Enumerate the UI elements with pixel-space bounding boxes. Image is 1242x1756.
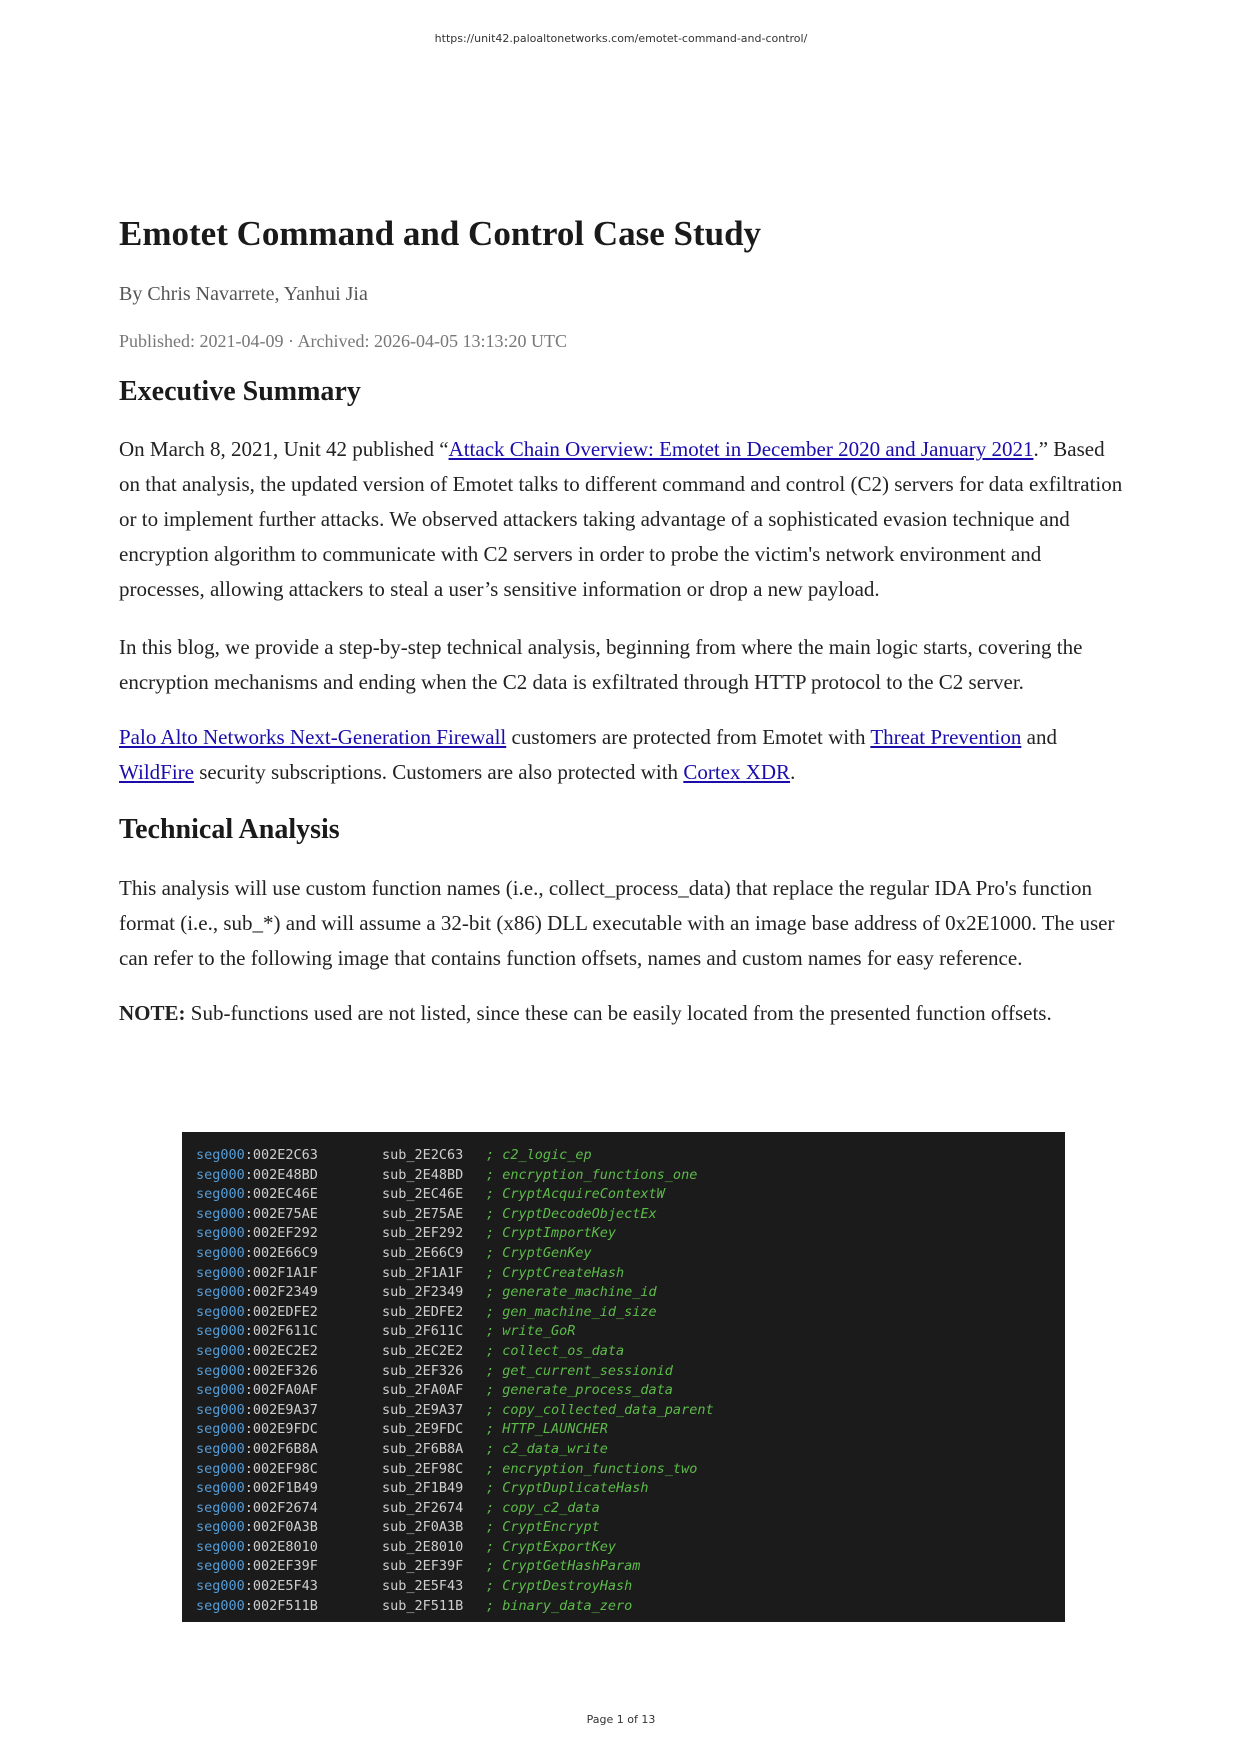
code-comment: ; get_current_sessionid: [486, 1362, 673, 1379]
code-comment: ; generate_process_data: [486, 1382, 673, 1399]
code-function-name: sub_2E8010: [382, 1538, 464, 1555]
code-segment: seg000: [196, 1342, 245, 1359]
paragraph-text: .: [790, 760, 796, 784]
paragraph-text: .” Based on that analysis, the updated version of Emotet talks to different command and control (C2) servers for data exfiltration or to implement further attacks. We observed attackers taking advantage of a sophisticated evasion technique and encryption algorithm to communicate with C2 servers in order to probe the victim's network environment and processes, allowing attackers to steal a user’s sensitive information or drop a new payload.: [119, 437, 1123, 601]
code-address: :002EF39F: [244, 1558, 318, 1575]
code-listing-row: [196, 1224, 1065, 1244]
code-listing-row: [196, 1557, 1065, 1577]
code-listing-row: [196, 1577, 1065, 1597]
code-comment: ; CryptCreateHash: [486, 1264, 625, 1281]
code-segment: seg000: [196, 1166, 245, 1183]
code-listing-row: [196, 1166, 1065, 1186]
code-segment: seg000: [196, 1264, 245, 1281]
code-comment: ; CryptExportKey: [486, 1538, 617, 1555]
paragraph-blog-intro: In this blog, we provide a step-by-step technical analysis, beginning from where the main logic starts, covering the encryption mechanisms and ending when the C2 data is exfiltrated through HTTP protocol to the C2 server.: [119, 635, 1083, 694]
code-comment: ; HTTP_LAUNCHER: [486, 1421, 608, 1438]
code-address: :002EDFE2: [244, 1303, 318, 1320]
code-address: :002F511B: [244, 1597, 318, 1614]
paragraph-text: and: [1021, 725, 1057, 749]
code-function-name: sub_2E66C9: [382, 1244, 464, 1261]
code-comment: ; CryptAcquireContextW: [486, 1186, 665, 1203]
code-comment: ; CryptDuplicateHash: [486, 1480, 649, 1497]
threat-prevention-link[interactable]: Threat Prevention: [870, 725, 1022, 749]
code-segment: seg000: [196, 1578, 245, 1595]
code-listing-row: [196, 1479, 1065, 1499]
note-label: NOTE:: [119, 1001, 186, 1025]
code-comment: ; write_GoR: [486, 1323, 576, 1340]
code-function-name: sub_2F2674: [382, 1499, 464, 1516]
code-address: :002E8010: [244, 1538, 318, 1555]
code-segment: seg000: [196, 1205, 245, 1222]
ida-function-listing-image: [182, 1132, 1065, 1622]
code-function-name: sub_2EF292: [382, 1225, 464, 1242]
code-address: :002F2349: [244, 1284, 318, 1301]
code-function-name: sub_2F611C: [382, 1323, 464, 1340]
code-listing-row: [196, 1185, 1065, 1205]
code-comment: ; collect_os_data: [486, 1342, 625, 1359]
page-url-header: https://unit42.paloaltonetworks.com/emotet-command-and-control/: [434, 32, 808, 45]
code-comment: ; binary_data_zero: [486, 1597, 633, 1614]
code-comment: ; c2_logic_ep: [486, 1147, 592, 1163]
code-listing-row: [196, 1518, 1065, 1538]
code-function-name: sub_2EF326: [382, 1362, 464, 1379]
code-comment: ; generate_machine_id: [486, 1284, 657, 1301]
code-function-name: sub_2E48BD: [382, 1166, 464, 1183]
paragraph-text: security subscriptions. Customers are also protected with: [193, 760, 684, 784]
code-function-name: sub_2E75AE: [382, 1205, 464, 1222]
code-listing-row: [196, 1264, 1065, 1284]
cortex-xdr-link[interactable]: Cortex XDR: [683, 760, 791, 784]
article-meta: Published: 2021-04-09 · Archived: 2026-04-05 13:13:20 UTC: [119, 331, 567, 351]
code-listing-row: [196, 1362, 1065, 1382]
code-address: :002EF98C: [244, 1460, 318, 1477]
code-segment: seg000: [196, 1480, 245, 1497]
code-address: :002E2C63: [244, 1147, 318, 1163]
code-function-name: sub_2E9A37: [382, 1401, 464, 1418]
code-segment: seg000: [196, 1597, 245, 1614]
code-listing-row: [196, 1205, 1065, 1225]
paragraph-analysis-intro: This analysis will use custom function names (i.e., collect_process_data) that replace the regular IDA Pro's function format (i.e., sub_*) and will assume a 32-bit (x86) DLL executable with an image base address of 0x2E1000. The user can refer to the following image that contains function offsets, names and custom names for easy reference.: [119, 876, 1115, 970]
code-listing-row: [196, 1244, 1065, 1264]
code-function-name: sub_2EDFE2: [382, 1303, 464, 1320]
code-comment: ; encryption_functions_two: [486, 1460, 698, 1477]
code-address: :002E9FDC: [244, 1421, 318, 1438]
code-segment: seg000: [196, 1284, 245, 1301]
code-segment: seg000: [196, 1499, 245, 1516]
code-function-name: sub_2EC46E: [382, 1186, 464, 1203]
code-comment: ; CryptDestroyHash: [486, 1578, 633, 1595]
code-address: :002F611C: [244, 1323, 318, 1340]
code-comment: ; copy_collected_data_parent: [486, 1401, 714, 1418]
article-content: [119, 210, 1129, 1031]
code-segment: seg000: [196, 1186, 245, 1203]
code-segment: seg000: [196, 1538, 245, 1555]
code-function-name: sub_2E2C63: [382, 1147, 464, 1163]
article-title: Emotet Command and Control Case Study: [119, 214, 762, 253]
code-address: :002E48BD: [244, 1166, 318, 1183]
code-segment: seg000: [196, 1558, 245, 1575]
code-address: :002E9A37: [244, 1401, 318, 1418]
code-segment: seg000: [196, 1440, 245, 1457]
code-comment: ; encryption_functions_one: [486, 1166, 698, 1183]
code-function-name: sub_2E9FDC: [382, 1421, 464, 1438]
paragraph-text: customers are protected from Emotet with: [506, 725, 871, 749]
note-text: Sub-functions used are not listed, since these can be easily located from the presented function offsets.: [185, 1001, 1052, 1025]
code-segment: seg000: [196, 1244, 245, 1261]
attack-chain-link[interactable]: Attack Chain Overview: Emotet in December 2020 and January 2021: [448, 437, 1034, 461]
code-address: :002F1A1F: [244, 1264, 318, 1281]
code-function-name: sub_2F1B49: [382, 1480, 464, 1497]
code-comment: ; CryptGenKey: [486, 1244, 592, 1261]
code-comment: ; CryptGetHashParam: [486, 1558, 641, 1575]
paragraph-note: [119, 996, 1129, 1031]
paragraph-protection: [119, 720, 1129, 790]
code-function-name: sub_2EF39F: [382, 1558, 464, 1575]
wildfire-link[interactable]: WildFire: [119, 760, 194, 784]
code-listing-row: [196, 1322, 1065, 1342]
code-comment: ; c2_data_write: [486, 1440, 608, 1457]
code-function-name: sub_2F2349: [382, 1284, 464, 1301]
code-segment: seg000: [196, 1382, 245, 1399]
code-comment: ; CryptDecodeObjectEx: [486, 1205, 657, 1222]
code-listing-row: [196, 1342, 1065, 1362]
code-segment: seg000: [196, 1323, 245, 1340]
code-address: :002EC2E2: [244, 1342, 318, 1359]
code-segment: seg000: [196, 1362, 245, 1379]
code-comment: ; copy_c2_data: [486, 1499, 600, 1516]
code-comment: ; CryptImportKey: [486, 1225, 617, 1242]
code-address: :002EF326: [244, 1362, 318, 1379]
paragraph-summary: [119, 432, 1129, 607]
code-segment: seg000: [196, 1421, 245, 1438]
code-listing-row: [196, 1381, 1065, 1401]
code-function-name: sub_2E5F43: [382, 1578, 464, 1595]
code-listing-row: [196, 1499, 1065, 1519]
article-byline: By Chris Navarrete, Yanhui Jia: [119, 283, 368, 305]
code-segment: seg000: [196, 1303, 245, 1320]
code-listing-row: [196, 1283, 1065, 1303]
page-number-footer: Page 1 of 13: [586, 1713, 656, 1726]
code-address: :002E66C9: [244, 1244, 318, 1261]
code-address: :002EF292: [244, 1225, 318, 1242]
code-function-name: sub_2EF98C: [382, 1460, 464, 1477]
code-function-name: sub_2FA0AF: [382, 1382, 464, 1399]
code-function-name: sub_2F0A3B: [382, 1519, 464, 1536]
code-address: :002EC46E: [244, 1186, 318, 1203]
code-segment: seg000: [196, 1147, 245, 1163]
code-segment: seg000: [196, 1460, 245, 1477]
code-address: :002F2674: [244, 1499, 318, 1516]
ngfw-link[interactable]: Palo Alto Networks Next-Generation Firewall: [119, 725, 507, 749]
code-function-name: sub_2F6B8A: [382, 1440, 464, 1457]
code-address: :002FA0AF: [244, 1382, 318, 1399]
code-address: :002E75AE: [244, 1205, 318, 1222]
code-listing-row: [196, 1401, 1065, 1421]
code-function-name: sub_2F1A1F: [382, 1264, 464, 1281]
code-function-name: sub_2EC2E2: [382, 1342, 464, 1359]
section-heading-technical-analysis: Technical Analysis: [119, 814, 340, 845]
code-listing-row: [196, 1460, 1065, 1480]
code-segment: seg000: [196, 1401, 245, 1418]
code-listing-row: [196, 1440, 1065, 1460]
code-address: :002E5F43: [244, 1578, 318, 1595]
code-address: :002F0A3B: [244, 1519, 318, 1536]
code-comment: ; CryptEncrypt: [486, 1519, 600, 1536]
code-listing-row: [196, 1146, 1065, 1166]
code-listing-row: [196, 1538, 1065, 1558]
section-heading-executive-summary: Executive Summary: [119, 376, 361, 407]
code-function-name: sub_2F511B: [382, 1597, 464, 1614]
code-address: :002F6B8A: [244, 1440, 318, 1457]
code-address: :002F1B49: [244, 1480, 318, 1497]
code-comment: ; gen_machine_id_size: [486, 1303, 657, 1320]
code-listing-row: [196, 1420, 1065, 1440]
paragraph-text: On March 8, 2021, Unit 42 published “: [119, 437, 449, 461]
code-segment: seg000: [196, 1519, 245, 1536]
code-listing-row: [196, 1303, 1065, 1323]
code-segment: seg000: [196, 1225, 245, 1242]
code-listing-row: [196, 1597, 1065, 1617]
